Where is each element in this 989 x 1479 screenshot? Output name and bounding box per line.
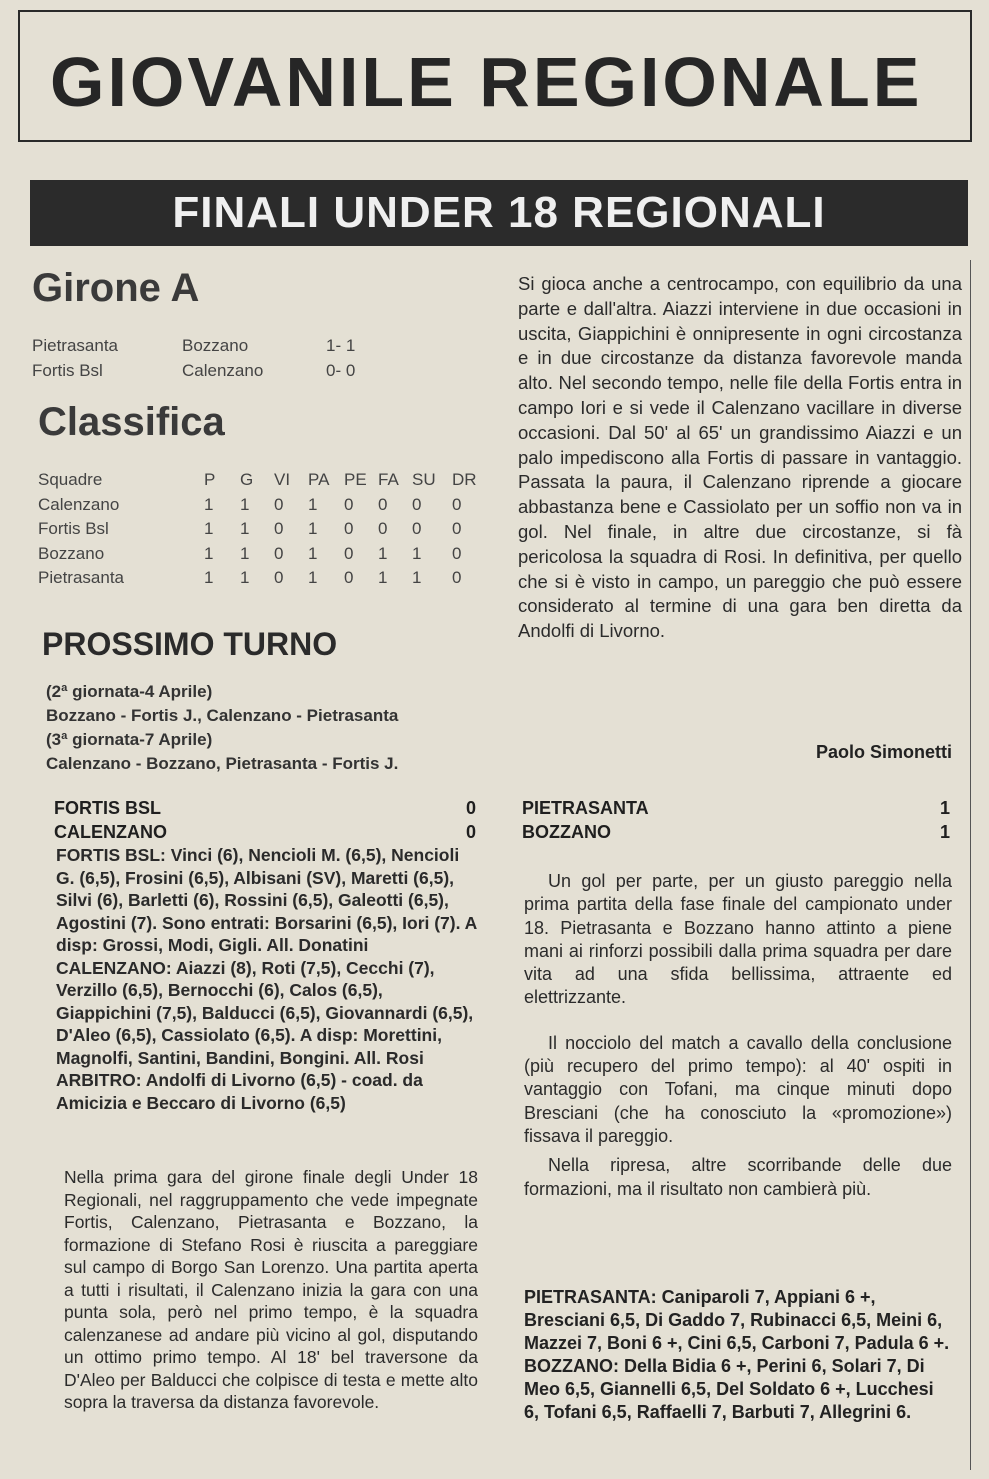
stat-cell: 1 (240, 519, 250, 538)
result-home: Fortis Bsl (32, 361, 103, 380)
stat-cell: 0 (452, 543, 462, 563)
prossimo-turno-heading: PROSSIMO TURNO (42, 626, 338, 662)
col-header: PA (308, 470, 330, 489)
col-header: SU (412, 470, 436, 489)
score-row (54, 820, 476, 844)
team-name: PIETRASANTA (522, 798, 649, 818)
standings-row (38, 519, 478, 544)
team-name: CALENZANO (54, 822, 167, 842)
stat-cell: 1 (204, 543, 214, 563)
section-title: GIOVANILE REGIONALE (50, 43, 923, 121)
headline-banner (30, 180, 968, 246)
standings-row (38, 544, 478, 569)
stat-cell: 0 (274, 543, 284, 563)
standings-header (38, 470, 478, 495)
team-name: Bozzano (38, 543, 105, 563)
result-row (32, 336, 392, 361)
lineup-text: FORTIS BSL: Vinci (6), Nencioli M. (6,5), Nencioli G. (6,5), Frosini (6,5), Albisani (SV), Maretti (6,5), Silvi (6), Barletti (6), Rossini (6,5), Galeotti (6,5), Agostini (7). Sono entrati: Borsarini (6,5), Iori (7). A disp: Grossi, Modi, Gigli. All. Donatini CALENZANO: Aiazzi (8), Roti (7,5), Cecchi (7), Verzillo (6,5), Bernocchi (6), Calos (6,5), Giappichini (7,5), Balducci (6,5), Giovannardi (6,5), D'Aleo (6,5), Cassiolato (6,5). A disp: Morettini, Magnolfi, Santini, Bandini, Bongini. All. Rosi ARBITRO: Andolfi di Livorno (6,5) - coad. da Amicizia e Beccaro di Livorno (6,5) (56, 845, 477, 1113)
stat-cell: 1 (412, 543, 422, 563)
stat-cell: 0 (274, 494, 284, 514)
col-header: PE (344, 470, 367, 489)
prossimo-turno-list (46, 680, 398, 776)
stat-cell: 0 (452, 519, 462, 538)
match1-lineups (56, 844, 480, 1114)
lineup-pietrasanta: PIETRASANTA: Caniparoli 7, Appiani 6 +, Bresciani 6,5, Di Gaddo 7, Rubinacci 6,5, Meini 6, Mazzei 7, Boni 6 +, Cini 6,5, Carboni 7, Padula 6 +. (524, 1287, 950, 1353)
goals: 0 (465, 798, 476, 818)
masthead-box (18, 10, 972, 142)
stat-cell: 1 (308, 494, 318, 514)
standings-row (38, 568, 478, 593)
standings-table (38, 470, 478, 593)
result-away: Bozzano (182, 336, 249, 355)
stat-cell: 0 (412, 494, 422, 514)
classifica-heading: Classifica (38, 400, 225, 444)
fixtures-line: Calenzano - Bozzano, Pietrasanta - Fortis J. (46, 754, 399, 773)
stat-cell: 1 (412, 568, 422, 587)
match1-score (54, 796, 476, 844)
team-name: FORTIS BSL (54, 798, 161, 818)
col-header: FA (378, 470, 399, 489)
stat-cell: 0 (344, 519, 354, 538)
match1-report-right: Si gioca anche a centrocampo, con equilibrio da una parte e dall'altra. Aiazzi interviene in due occasioni in uscita, Giappichini è onnipresente in ogni circostanza e in due circostanze da distanza favorevole manda alto. Nel secondo tempo, nelle file della Fortis entra in campo Iori e si vede il Calenzano vacillare in diverse occasioni. Dal 50' al 65' un grandissimo Aiazzi e un palo impediscono alla Fortis di passare in vantaggio. Passata la paura, il Calenzano riprende a giocare abbastanza bene e Cassiolato per un soffio non va in gol. Nel finale, in altre due circostanze, si fà pericolosa la squadra di Rosi. In definitiva, per quello che si è visto in campo, un pareggio che può essere considerato al termine di una gara ben diretta da Andolfi di Livorno. (518, 273, 962, 642)
team-name: Calenzano (38, 494, 120, 514)
match2-lineups (524, 1286, 952, 1424)
round-label: (3ª giornata-7 Aprile) (46, 730, 213, 749)
round-label: (2ª giornata-4 Aprile) (46, 682, 213, 701)
stat-cell: 0 (344, 568, 354, 587)
team-name: Pietrasanta (38, 568, 124, 587)
lineup-bozzano: BOZZANO: Della Bidia 6 +, Perini 6, Solari 7, Di Meo 6,5, Giannelli 6,5, Del Soldato 6 +, Lucchesi 6, Tofani 6,5, Raffaelli 7, Barbuti 7, Allegrini 6. (524, 1356, 934, 1422)
fixtures-line: Bozzano - Fortis J., Calenzano - Pietrasanta (46, 706, 399, 725)
stat-cell: 0 (412, 519, 422, 538)
result-row (32, 361, 392, 386)
stat-cell: 1 (240, 568, 250, 587)
stat-cell: 1 (308, 543, 318, 563)
stat-cell: 1 (308, 519, 318, 538)
score-row (522, 820, 950, 844)
match2-report (524, 870, 952, 1201)
col-header: Squadre (38, 470, 103, 489)
goals: 1 (939, 822, 950, 842)
result-score: 0- 0 (326, 361, 356, 380)
paragraph: Il nocciolo del match a cavallo della conclusione (più recupero del primo tempo): al 40' ospiti in vantaggio con Tofani, ma cinque minuti dopo Bresciani (che ha conosciuto la «promozione») fissava il pareggio. (524, 1032, 952, 1146)
stat-cell: 0 (378, 494, 388, 514)
results-list (32, 336, 392, 386)
standings-row (38, 495, 478, 520)
result-score: 1- 1 (326, 336, 356, 355)
match2-score (522, 796, 950, 844)
stat-cell: 1 (240, 494, 250, 514)
goals: 1 (939, 798, 950, 818)
stat-cell: 1 (378, 543, 388, 563)
stat-cell: 1 (240, 543, 250, 563)
col-header: VI (274, 470, 291, 489)
score-row (54, 796, 476, 820)
byline: Paolo Simonetti (815, 742, 952, 762)
result-home: Pietrasanta (32, 336, 118, 355)
stat-cell: 1 (204, 519, 214, 538)
stat-cell: 0 (344, 494, 354, 514)
stat-cell: 1 (204, 568, 214, 587)
match1-report-left: Nella prima gara del girone finale degli Under 18 Regionali, nel raggruppamento che vede impegnate Fortis, Calenzano, Pietrasanta e Bozzano, la formazione di Stefano Rosi è riuscita a pareggiare sul campo di Borgo San Lorenzo. Una partita aperta a tutti i risultati, il Calenzano inizia la gara con una punta sola, però nel primo tempo, è la squadra calenzanese ad andare più vicino al gol, disputando un ottimo primo tempo. Al 18' bel traversone da D'Aleo per Balducci che colpisce di testa e mette alto sopra la traversa da distanza favorevole. (64, 1167, 478, 1412)
stat-cell: 0 (344, 543, 354, 563)
result-away: Calenzano (182, 361, 264, 380)
girone-heading: Girone A (32, 266, 200, 310)
stat-cell: 1 (378, 568, 388, 587)
paragraph: Nella ripresa, altre scorribande delle due formazioni, ma il risultato non cambierà più. (524, 1155, 952, 1199)
stat-cell: 0 (452, 494, 462, 514)
stat-cell: 1 (204, 494, 214, 514)
stat-cell: 0 (452, 568, 462, 587)
col-header: G (240, 470, 254, 489)
column-rule (970, 260, 971, 1470)
stat-cell: 0 (274, 568, 284, 587)
stat-cell: 0 (378, 519, 388, 538)
team-name: BOZZANO (522, 822, 611, 842)
score-row (522, 796, 950, 820)
headline: FINALI UNDER 18 REGIONALI (172, 188, 826, 237)
goals: 0 (465, 822, 476, 842)
paragraph: Un gol per parte, per un giusto pareggio nella prima partita della fase finale del campionato under 18. Pietrasanta e Bozzano hanno attinto a piene mani ai rinforzi possibili dalla prima squadra per dare vita ad una sfida bellissima, attraente ed elettrizzante. (524, 871, 952, 1008)
stat-cell: 1 (308, 568, 318, 587)
stat-cell: 0 (274, 519, 284, 538)
col-header: DR (452, 470, 477, 489)
col-header: P (204, 470, 216, 489)
team-name: Fortis Bsl (38, 519, 109, 538)
